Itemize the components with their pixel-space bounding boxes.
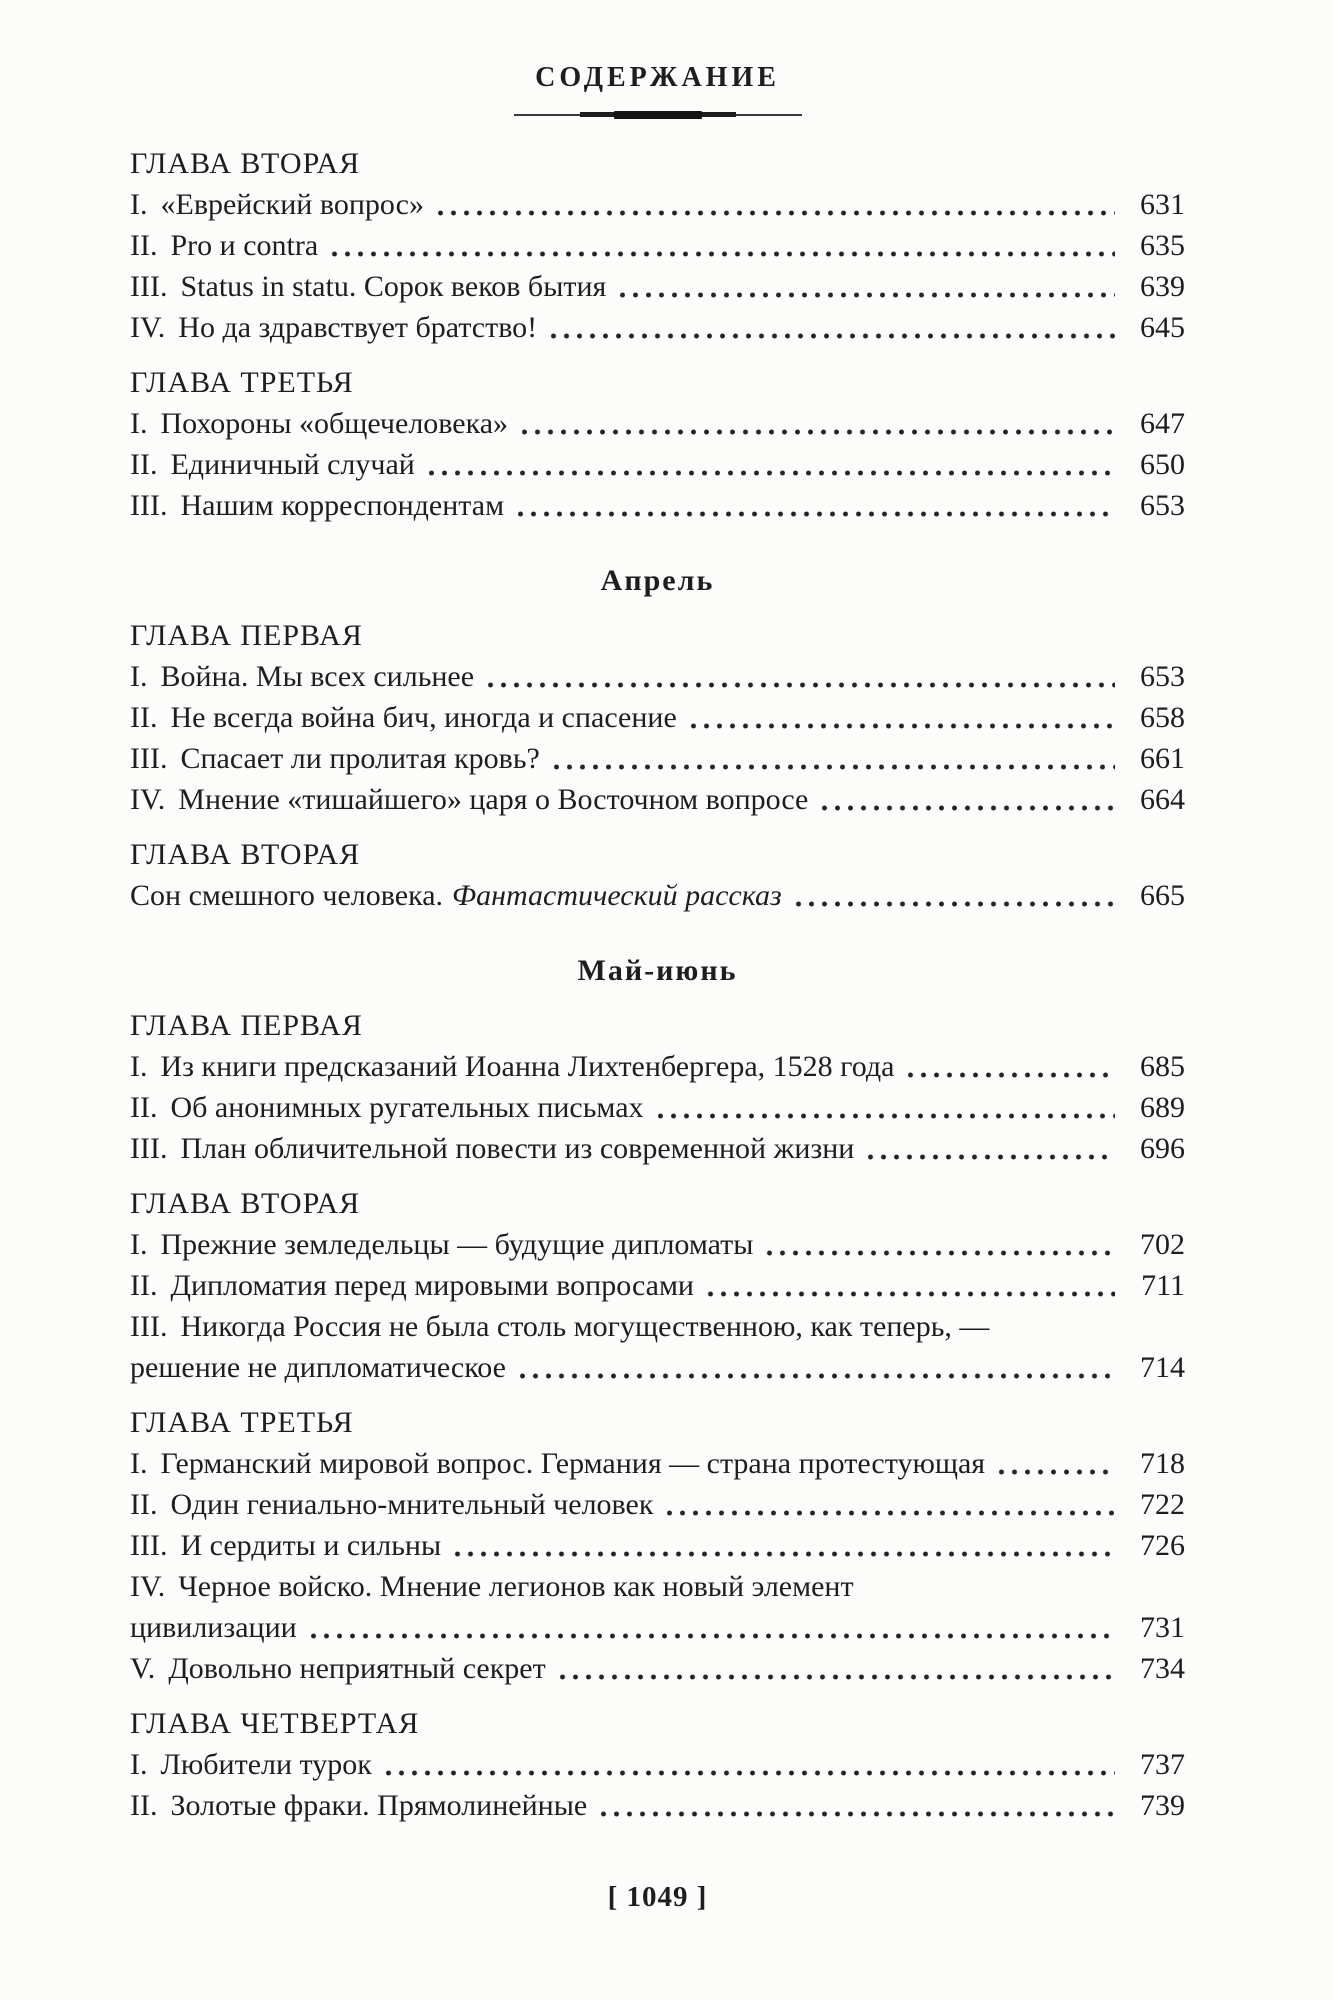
entry-page-number: 726 (1140, 1529, 1185, 1562)
entry-page-number: 635 (1140, 229, 1185, 262)
dot-leader (654, 1087, 1115, 1128)
divider-thin-line (736, 114, 802, 116)
toc-entry (130, 738, 1185, 779)
entry-line-last (130, 656, 1185, 697)
entry-page-number: 702 (1140, 1228, 1185, 1261)
entry-page-number: 739 (1140, 1789, 1185, 1822)
entry-line-last (130, 1128, 1185, 1169)
toc-section (130, 143, 1185, 348)
dot-leader (597, 1785, 1115, 1826)
entry-numeral: IV. (130, 311, 166, 344)
toc-entry (130, 697, 1185, 738)
entry-line-last (130, 1347, 1185, 1388)
page-footer (130, 1877, 1185, 2000)
entry-page-number: 696 (1140, 1132, 1185, 1165)
toc-entry (130, 307, 1185, 348)
entry-line-last (130, 738, 1185, 779)
divider-mid-bar (702, 112, 736, 117)
dot-leader (434, 184, 1115, 225)
entry-title: Pro и contra (170, 229, 319, 262)
entry-numeral: I. (130, 1050, 148, 1083)
toc-entry (130, 225, 1185, 266)
chapter-heading: ГЛАВА ВТОРАЯ (130, 1187, 361, 1220)
entry-line-last (130, 1648, 1185, 1689)
toc-entry (130, 1224, 1185, 1265)
toc-entry (130, 875, 1185, 916)
toc-entry (130, 485, 1185, 526)
toc-entry (130, 184, 1185, 225)
entry-line-last (130, 779, 1185, 820)
toc-entry (130, 1128, 1185, 1169)
toc-section (130, 362, 1185, 526)
toc-section (130, 1703, 1185, 1826)
entry-title: Германский мировой вопрос. Германия — страна протестующая (160, 1447, 986, 1480)
entry-line-last (130, 1785, 1185, 1826)
entry-page-number: 647 (1140, 407, 1185, 440)
toc-entry (130, 1443, 1185, 1484)
entry-title-continued: цивилизации (130, 1611, 297, 1644)
folio-page-number: [ 1049 ] (607, 1881, 708, 1913)
entry-page-number: 711 (1141, 1269, 1185, 1302)
entry-line-last (130, 485, 1185, 526)
chapter-heading: ГЛАВА ЧЕТВЕРТАЯ (130, 1707, 420, 1740)
entry-title: Любители турок (160, 1748, 372, 1781)
entry-numeral: II. (130, 448, 158, 481)
dot-leader (995, 1443, 1115, 1484)
entry-page-number: 689 (1140, 1091, 1185, 1124)
entry-page-number: 685 (1140, 1050, 1185, 1083)
dot-leader (616, 266, 1115, 307)
entry-numeral: II. (130, 1269, 158, 1302)
entry-title: Не всегда война бич, иногда и спасение (170, 701, 677, 734)
month-heading: Май-июнь (577, 954, 738, 987)
month-heading: Апрель (600, 564, 715, 597)
entry-title: Черное войско. Мнение легионов как новый элемент (178, 1570, 854, 1603)
entry-numeral: II. (130, 701, 158, 734)
dot-leader (484, 656, 1115, 697)
chapter-heading: ГЛАВА ТРЕТЬЯ (130, 366, 354, 399)
entry-numeral: III. (130, 489, 168, 522)
dot-leader (818, 779, 1115, 820)
entry-numeral: I. (130, 188, 148, 221)
toc-entry (130, 1744, 1185, 1785)
chapter-heading: ГЛАВА ПЕРВАЯ (130, 619, 363, 652)
entry-title: «Еврейский вопрос» (160, 188, 424, 221)
entry-title: Довольно неприятный секрет (168, 1652, 546, 1685)
entry-line-last (130, 307, 1185, 348)
page-title: СОДЕРЖАНИЕ (535, 62, 780, 93)
entry-line-first (130, 1566, 1185, 1607)
toc-entry (130, 403, 1185, 444)
entry-numeral: III. (130, 1132, 168, 1165)
entry-title: Нашим корреспондентам (180, 489, 505, 522)
entry-numeral: I. (130, 660, 148, 693)
entry-title: Сон смешного человека. (130, 879, 444, 912)
chapter-heading: ГЛАВА ВТОРАЯ (130, 838, 361, 871)
toc-header (130, 58, 1185, 139)
entry-page-number: 653 (1140, 489, 1185, 522)
dot-leader (451, 1525, 1115, 1566)
ornament-divider (514, 110, 802, 119)
entry-line-last (130, 875, 1185, 916)
divider-thin-line (514, 114, 580, 116)
dot-leader (547, 307, 1115, 348)
entry-title: Никогда Россия не была столь могущественною, как теперь, — (180, 1310, 990, 1343)
entry-subtitle-italic: Фантастический рассказ (452, 879, 782, 912)
entry-title: И сердиты и сильны (180, 1529, 442, 1562)
entry-line-last (130, 1265, 1185, 1306)
toc-entry (130, 1566, 1185, 1648)
entry-title: Золотые фраки. Прямолинейные (170, 1789, 588, 1822)
entry-numeral: I. (130, 1447, 148, 1480)
entry-title: Об анонимных ругательных письмах (170, 1091, 644, 1124)
toc-section (130, 834, 1185, 916)
dot-leader (704, 1265, 1115, 1306)
entry-line-last (130, 1087, 1185, 1128)
dot-leader (307, 1607, 1115, 1648)
toc-entry (130, 266, 1185, 307)
entry-page-number: 734 (1140, 1652, 1185, 1685)
entry-page-number: 650 (1140, 448, 1185, 481)
entry-page-number: 664 (1140, 783, 1185, 816)
chapter-heading: ГЛАВА ПЕРВАЯ (130, 1009, 363, 1042)
entry-title: Status in statu. Сорок веков бытия (180, 270, 607, 303)
divider-center-bar (614, 111, 702, 119)
entry-page-number: 658 (1140, 701, 1185, 734)
entry-title: Один гениально-мнительный человек (170, 1488, 654, 1521)
entry-numeral: I. (130, 1748, 148, 1781)
dot-leader (663, 1484, 1115, 1525)
toc-entry (130, 1265, 1185, 1306)
toc-entry (130, 444, 1185, 485)
entry-line-last (130, 225, 1185, 266)
entry-page-number: 631 (1140, 188, 1185, 221)
entry-title: Похороны «общечеловека» (160, 407, 509, 440)
dot-leader (382, 1744, 1115, 1785)
entry-title: План обличительной повести из современной жизни (180, 1132, 855, 1165)
dot-leader (516, 1347, 1115, 1388)
entry-numeral: I. (130, 1228, 148, 1261)
dot-leader (904, 1046, 1115, 1087)
entry-line-last (130, 1443, 1185, 1484)
entry-numeral: II. (130, 1488, 158, 1521)
entry-line-last (130, 1224, 1185, 1265)
entry-page-number: 661 (1140, 742, 1185, 775)
entry-page-number: 665 (1140, 879, 1185, 912)
dot-leader (518, 403, 1115, 444)
entry-numeral: II. (130, 1789, 158, 1822)
entry-page-number: 714 (1140, 1351, 1185, 1384)
toc-entry (130, 1525, 1185, 1566)
divider-mid-bar (580, 112, 614, 117)
entry-line-last (130, 1046, 1185, 1087)
entry-line-last (130, 444, 1185, 485)
entry-title: Но да здравствует братство! (178, 311, 538, 344)
entry-line-last (130, 403, 1185, 444)
entry-page-number: 639 (1140, 270, 1185, 303)
entry-title: Из книги предсказаний Иоанна Лихтенбергера, 1528 года (160, 1050, 895, 1083)
table-of-contents (130, 139, 1185, 1826)
entry-line-last (130, 1744, 1185, 1785)
toc-entry (130, 1648, 1185, 1689)
toc-entry (130, 1306, 1185, 1388)
dot-leader (687, 697, 1115, 738)
entry-numeral: III. (130, 1310, 168, 1343)
toc-entry (130, 656, 1185, 697)
toc-section (130, 1005, 1185, 1169)
dot-leader (328, 225, 1115, 266)
toc-entry (130, 1484, 1185, 1525)
entry-page-number: 653 (1140, 660, 1185, 693)
entry-numeral: II. (130, 229, 158, 262)
toc-entry (130, 1785, 1185, 1826)
entry-line-last (130, 1607, 1185, 1648)
entry-numeral: IV. (130, 783, 166, 816)
entry-title: Война. Мы всех сильнее (160, 660, 475, 693)
entry-title: Спасает ли пролитая кровь? (180, 742, 540, 775)
entry-page-number: 722 (1140, 1488, 1185, 1521)
entry-numeral: I. (130, 407, 148, 440)
toc-entry (130, 1046, 1185, 1087)
dot-leader (514, 485, 1115, 526)
entry-page-number: 645 (1140, 311, 1185, 344)
toc-section (130, 1183, 1185, 1388)
entry-numeral: III. (130, 270, 168, 303)
dot-leader (792, 875, 1115, 916)
entry-line-last (130, 184, 1185, 225)
entry-page-number: 718 (1140, 1447, 1185, 1480)
entry-line-last (130, 1484, 1185, 1525)
toc-section (130, 615, 1185, 820)
entry-line-last (130, 266, 1185, 307)
dot-leader (425, 444, 1115, 485)
entry-page-number: 731 (1140, 1611, 1185, 1644)
entry-numeral: III. (130, 742, 168, 775)
entry-title-continued: решение не дипломатическое (130, 1351, 506, 1384)
toc-section (130, 1402, 1185, 1689)
entry-title: Дипломатия перед мировыми вопросами (170, 1269, 694, 1302)
chapter-heading: ГЛАВА ТРЕТЬЯ (130, 1406, 354, 1439)
dot-leader (763, 1224, 1115, 1265)
entry-title: Единичный случай (170, 448, 415, 481)
toc-entry (130, 1087, 1185, 1128)
entry-title: Мнение «тишайшего» царя о Восточном вопросе (178, 783, 809, 816)
dot-leader (550, 738, 1115, 779)
entry-numeral: II. (130, 1091, 158, 1124)
entry-numeral: III. (130, 1529, 168, 1562)
entry-numeral: IV. (130, 1570, 166, 1603)
entry-line-last (130, 1525, 1185, 1566)
entry-title: Прежние земледельцы — будущие дипломаты (160, 1228, 754, 1261)
entry-numeral: V. (130, 1652, 156, 1685)
toc-entry (130, 779, 1185, 820)
entry-line-last (130, 697, 1185, 738)
dot-leader (556, 1648, 1115, 1689)
chapter-heading: ГЛАВА ВТОРАЯ (130, 147, 361, 180)
dot-leader (864, 1128, 1115, 1169)
entry-page-number: 737 (1140, 1748, 1185, 1781)
entry-line-first (130, 1306, 1185, 1347)
